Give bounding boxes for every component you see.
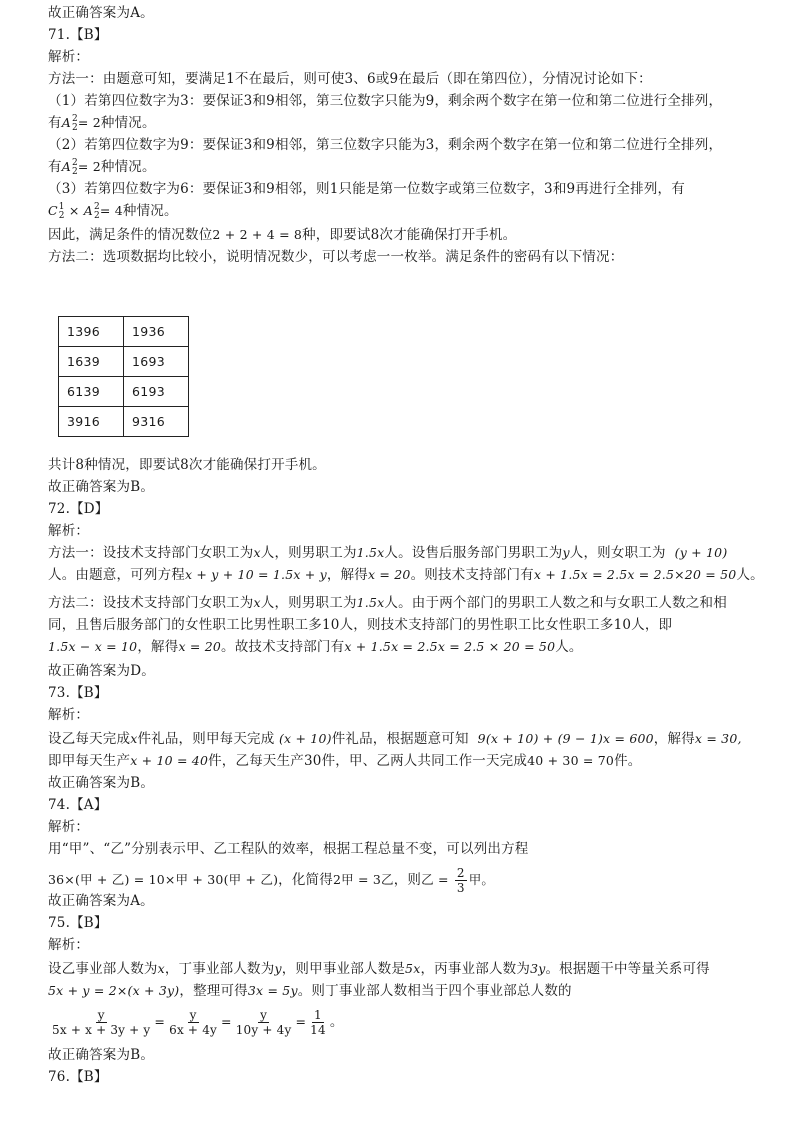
case-one-result	[48, 114, 156, 133]
text-span: 设乙每天完成	[48, 731, 131, 747]
text-span: ，丙事业部人数为	[420, 961, 531, 977]
case-two-text: （2）若第四位数字为9：要保证3和9相邻，第三位数字只能为3，剩余两个数字在第一位和第二位进行全排列，	[48, 137, 723, 153]
q75-fraction-line	[48, 1006, 344, 1038]
text-span: 种情况。	[100, 115, 156, 131]
math-equation: 9(x + 10) + (9 − 1)x = 600	[477, 731, 654, 746]
math-fraction	[308, 1008, 328, 1037]
text-span: 件。	[614, 753, 642, 769]
question-number-75: 75.【B】	[48, 915, 108, 931]
frac-numerator: y	[97, 1008, 105, 1022]
case-two-result	[48, 158, 156, 177]
password-table	[58, 316, 189, 437]
math-C: C	[48, 203, 58, 218]
case-three-result	[48, 202, 178, 221]
text-span: 种情况。	[122, 203, 178, 219]
math-result: x + 1.5x = 2.5x = 2.5×20 = 50	[533, 567, 737, 582]
math-x: x	[130, 731, 138, 746]
text-span: 人。由题意，可列方程	[48, 567, 185, 583]
table-row	[59, 407, 189, 437]
text-span: 人。由于两个部门的男职工人数之和与女职工人数之和相	[384, 595, 727, 611]
text-span: 种，即要试8次才能确保打开手机。	[302, 227, 517, 243]
q75-setup	[48, 960, 710, 978]
text-span: 人，则男职工为	[260, 595, 357, 611]
text-span: 方法二：设技术支持部门女职工为	[48, 595, 254, 611]
math-eq: =	[154, 1014, 166, 1029]
text-span: ，化简得	[278, 872, 333, 888]
text-span: 即甲每天生产	[48, 753, 131, 769]
math-5x: 5x	[405, 961, 421, 976]
text-span: ，解得	[326, 567, 368, 583]
analysis-label: 解析：	[48, 937, 90, 953]
table-row	[59, 377, 189, 407]
answer-line-70: 故正确答案为A。	[48, 5, 154, 21]
text-span: 。则技术支持部门有	[410, 567, 534, 583]
text-span: 设乙事业部人数为	[48, 961, 158, 977]
math-fraction	[50, 1008, 152, 1037]
table-cell: 6193	[124, 377, 189, 407]
text-span: 有	[48, 159, 62, 175]
text-span: 方法一：设技术支持部门女职工为	[48, 545, 254, 561]
case-three-text: （3）若第四位数字为6：要保证3和9相邻，则1只能是第一位数字或第三位数字，3和9再进行全排列，有	[48, 181, 685, 197]
text-span: 件礼品，则甲每天完成	[137, 731, 275, 747]
q73-setup	[48, 730, 742, 748]
text-span: 有	[48, 115, 62, 131]
math-times: ×	[64, 203, 84, 218]
math-A: A	[61, 159, 71, 174]
table-cell: 3916	[59, 407, 124, 437]
analysis-label: 解析：	[48, 523, 90, 539]
math-x: x	[253, 595, 261, 610]
math-relation: 3x = 5y	[247, 983, 298, 998]
answer-line-73: 故正确答案为B。	[48, 775, 155, 791]
q72-method-two-eq	[48, 638, 583, 656]
q72-method-one	[48, 544, 727, 562]
answer-line-74: 故正确答案为A。	[48, 893, 154, 909]
math-solution: x = 20	[368, 567, 411, 582]
math-equation: 5x + y = 2×(x + 3y)	[48, 983, 180, 998]
math-sub: 2	[93, 210, 100, 221]
text-span: 件礼品，根据题意可知	[331, 731, 469, 747]
answer-line-71: 故正确答案为B。	[48, 479, 155, 495]
q72-equation-line	[48, 566, 764, 584]
math-y-plus-10: (y + 10)	[674, 545, 728, 560]
table-row	[59, 347, 189, 377]
table-cell: 1936	[124, 317, 189, 347]
text-span: ，则	[393, 872, 422, 888]
math-fraction	[234, 1008, 294, 1037]
frac-denominator: 6x + 4y	[169, 1023, 218, 1037]
question-number-76: 76.【B】	[48, 1069, 108, 1085]
q75-equation-line	[48, 982, 572, 1000]
text-span: 。	[329, 1014, 344, 1030]
math-solution: x = 30,	[694, 731, 742, 746]
text-span: 人。	[555, 639, 583, 655]
q72-method-two	[48, 594, 727, 612]
table-cell: 9316	[124, 407, 189, 437]
question-number-72: 72.【D】	[48, 501, 109, 517]
text-span: ，整理可得	[179, 983, 248, 999]
text-span: ，解得	[653, 731, 695, 747]
math-fraction	[167, 1008, 219, 1037]
q74-equation-line	[48, 866, 494, 895]
frac-numerator: y	[189, 1008, 197, 1022]
math-x-plus-10: (x + 10)	[278, 731, 332, 746]
math-x: x	[157, 961, 165, 976]
answer-line-75: 故正确答案为B。	[48, 1047, 155, 1063]
summary-line	[48, 226, 516, 244]
math-jia: 甲。	[468, 872, 495, 887]
frac-denominator: 14	[310, 1023, 326, 1037]
math-sub: 2	[71, 166, 78, 177]
question-number-71: 71.【B】	[48, 27, 108, 43]
text-span: 人，则男职工为	[260, 545, 357, 561]
text-span: ，则甲事业部人数是	[281, 961, 406, 977]
total-line: 共计8种情况，即要试8次才能确保打开手机。	[48, 457, 326, 473]
q73-result	[48, 752, 641, 770]
math-equation: 1.5x − x = 10	[48, 639, 138, 654]
analysis-label: 解析：	[48, 819, 90, 835]
math-15x: 1.5x	[356, 595, 385, 610]
math-eq: =	[295, 1014, 307, 1029]
text-span: 件，乙每天生产30件，甲、乙两人共同工作一天完成	[208, 753, 528, 769]
math-solution: x = 20	[178, 639, 222, 654]
table-cell: 1693	[124, 347, 189, 377]
table-cell: 1396	[59, 317, 124, 347]
frac-numerator: 2	[456, 866, 465, 880]
question-number-73: 73.【B】	[48, 685, 108, 701]
math-simplified: 2甲 = 3乙	[332, 872, 394, 887]
frac-denominator: 5x + x + 3y + y	[52, 1023, 151, 1037]
math-a40: x + 10 = 40	[130, 753, 209, 768]
math-y: y	[274, 961, 282, 976]
math-fraction	[455, 866, 467, 895]
question-number-74: 74.【A】	[48, 797, 108, 813]
answer-line-72: 故正确答案为D。	[48, 663, 155, 679]
frac-denominator: 3	[456, 881, 465, 895]
method-two-text: 方法二：选项数据均比较小，说明情况数少，可以考虑一一枚举。满足条件的密码有以下情况：	[48, 249, 624, 265]
math-x: x	[253, 545, 261, 560]
text-span: 种情况。	[100, 159, 156, 175]
math-yi: 乙 =	[421, 872, 453, 887]
math-result: x + 1.5x = 2.5x = 2.5 × 20 = 50	[344, 639, 556, 654]
math-sub: 2	[58, 210, 65, 221]
math-sub: 2	[71, 122, 78, 133]
math-equation: x + y + 10 = 1.5x + y	[185, 567, 327, 582]
method-one-text: 方法一：由题意可知，要满足1不在最后，则可使3、6或9在最后（即在第四位），分情况讨论如下：	[48, 71, 652, 87]
text-span: 人。	[736, 567, 764, 583]
q72-method-two-cont: 同，且售后服务部门的女性职工比男性职工多10人，则技术支持部门的男性职工比女性职工多10人，即	[48, 617, 673, 633]
table-row	[59, 317, 189, 347]
text-span: ，丁事业部人数为	[164, 961, 275, 977]
math-A: A	[83, 203, 93, 218]
analysis-label: 解析：	[48, 49, 90, 65]
text-span: 。故技术支持部门有	[221, 639, 345, 655]
table-cell: 1639	[59, 347, 124, 377]
analysis-label: 解析：	[48, 707, 90, 723]
math-eq: = 2	[77, 159, 101, 174]
math-s70: 40 + 30 = 70	[527, 753, 615, 768]
text-span: 因此，满足条件的情况数位	[48, 227, 213, 243]
math-sup: 2	[93, 201, 100, 212]
text-span: 。根据题干中等量关系可得	[545, 961, 710, 977]
frac-numerator: 1	[314, 1008, 322, 1022]
frac-numerator: y	[260, 1008, 268, 1022]
math-y: y	[562, 545, 570, 560]
q74-text: 用“甲”、“乙”分别表示甲、乙工程队的效率，根据工程总量不变，可以列出方程	[48, 841, 529, 857]
text-span: 人。设售后服务部门男职工为	[384, 545, 563, 561]
math-eq: = 4	[99, 203, 123, 218]
table-cell: 6139	[59, 377, 124, 407]
math-3y: 3y	[530, 961, 546, 976]
math-sum: 2 + 2 + 4 = 8	[212, 227, 303, 242]
case-one-text: （1）若第四位数字为3：要保证3和9相邻，第三位数字只能为9，剩余两个数字在第一位和第二位进行全排列，	[48, 93, 723, 109]
math-sup: 1	[58, 201, 65, 212]
math-eq: =	[221, 1014, 232, 1029]
frac-denominator: 10y + 4y	[235, 1023, 292, 1037]
math-15x: 1.5x	[356, 545, 385, 560]
text-span: 人，则女职工为	[569, 545, 666, 561]
math-A: A	[61, 115, 71, 130]
text-span: 。则丁事业部人数相当于四个事业部总人数的	[297, 983, 572, 999]
math-sup: 2	[71, 157, 78, 168]
math-eq: = 2	[77, 115, 101, 130]
math-equation: 36×(甲 + 乙) = 10×甲 + 30(甲 + 乙)	[48, 872, 279, 887]
math-sup: 2	[71, 113, 78, 124]
text-span: ，解得	[137, 639, 179, 655]
